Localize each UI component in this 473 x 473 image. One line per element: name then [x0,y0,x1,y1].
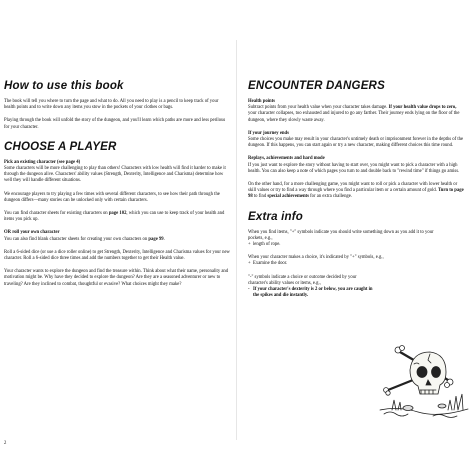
health-points-subheading: Health points [248,99,275,104]
dice-paragraph: Roll a 6-sided dice (or use a dice roller online) to get Strength, Dexterity, Intelligence and Charisma values for your new character. Roll a 6-sided dice three times and add the numbers together to get their Health value. [4,249,230,262]
dash-text: "-" symbols indicate a choice or outcome decided by your character's ability values or items, e.g., [248,274,357,286]
pick-existing-subheading: Pick an existing character (see page 4) [4,159,81,165]
dash-example: - If your character's dexterity is 2 or below, you are caught in the spikes and die instantly. [248,287,373,299]
skull-bones-illustration [378,330,470,420]
left-page [4,80,230,295]
replays-text: If you just want to explore the story without having to start over, you might want to pick a character with a high health. You can also keep a note of which pages you turn to and double back to "rewind time" if things go amiss. [248,162,460,174]
health-text-post: your character collapses, too exhausted and injured to go any farther. Their journey ends lying on the floor of the dungeon, where they slowly waste away. [248,111,460,123]
roll-own-page-ref: page 99 [148,236,164,242]
sheets-text-pre: You can find character sheets for existing characters on [4,211,109,217]
page-gutter [236,40,237,440]
health-text-pre: Subtract points from your health value when your character takes damage. [248,105,389,111]
encourage-paragraph: We encourage players to try playing a few times with several different characters, to see how their path through the dungeon differs—many stories can be unlocked only with certain characters. [4,191,220,203]
choice-example: + Examine the door. [248,261,418,267]
pick-existing-section [4,160,230,185]
wants-paragraph: Your character wants to explore the dungeon and find the treasure within. Think about what their name, personality and motivation might be. Why have they decided to explore the dungeon? Are they are a seasoned adventurer or new to traveling? Are they inclined to combat, thoughtful or evasive? What choices might they make? [4,269,229,287]
sheets-text-post: , which you can use to keep track of your health and items you pick up. [4,211,225,223]
journey-ends-subheading: If your journey ends [248,130,289,136]
replays-section [248,156,466,175]
roll-own-text-pre: You can also find blank character sheets for creating your own characters on [4,236,149,242]
dash-example-text: If your character's dexterity is 2 or below, you are caught in the spikes and die instantly. [253,287,373,299]
special-achievements-bold: special achievements [267,194,309,200]
roll-own-section [4,230,230,242]
how-to-title: How to use this book [4,80,124,92]
intro-paragraph-1: The book will tell you where to turn the page and what to do. All you need to play is a pencil to keep track of your health points and to write down any items you stow in the pockets of your clothes or bags. [4,99,219,111]
choice-text: When your character makes a choice, it's indicated by "+" symbols, e.g., [248,255,384,261]
hard-mode-text-pre: On the other hand, for a more challenging game, you might want to roll or pick a character with lower health or skill values or try to find a way through where you find a particular item or a certain amount of gold. [248,182,458,194]
items-paragraph [248,230,448,249]
sheets-paragraph [4,211,230,223]
extra-info-title: Extra info [248,210,304,223]
roll-own-subheading: OR roll your own character [4,230,60,236]
hard-mode-text-post: for an extra challenge. [308,194,353,200]
pick-existing-text: Some characters will be more challenging to play than others! Characters with low health will find it harder to make it through the dungeon alive. Characters' ability values (Strength, Dexterity, Intelligence and Charisma) determine how well they will handle different situations. [4,166,226,184]
health-zero-bold: If your health value drops to zero, [388,105,457,111]
hard-mode-page-ref: Turn to page 98 [248,188,464,200]
intro-paragraph-2: Playing through the book will unfold the story of the dungeon, and you'll learn which paths are more and less perilous for your character. [4,118,226,130]
encounter-dangers-title: ENCOUNTER DANGERS [248,80,385,92]
health-points-section [248,99,466,124]
items-example: + length of rope. [248,242,448,248]
replays-subheading: Replays, achievements and hard mode [248,156,325,162]
page-number: 2 [4,441,7,446]
choice-paragraph [248,255,418,267]
sheets-page-ref: page 102 [108,211,127,217]
hard-mode-paragraph [248,182,466,201]
roll-own-text-post: . [163,236,165,242]
hard-mode-text-mid: to find [252,194,268,200]
items-text: When you find items, "+" symbols indicate you should write something down as you add it to your pockets, e.g., [248,229,434,241]
right-page [248,80,466,306]
choose-player-title: CHOOSE A PLAYER [4,140,117,153]
dash-paragraph [248,275,376,300]
journey-ends-section [248,131,466,150]
journey-ends-text: Some choices you make may result in your character's untimely death or imprisonment forever in the depths of the dungeon. If this happens, you can start again or try a new character, making different choices this time round. [248,137,464,149]
